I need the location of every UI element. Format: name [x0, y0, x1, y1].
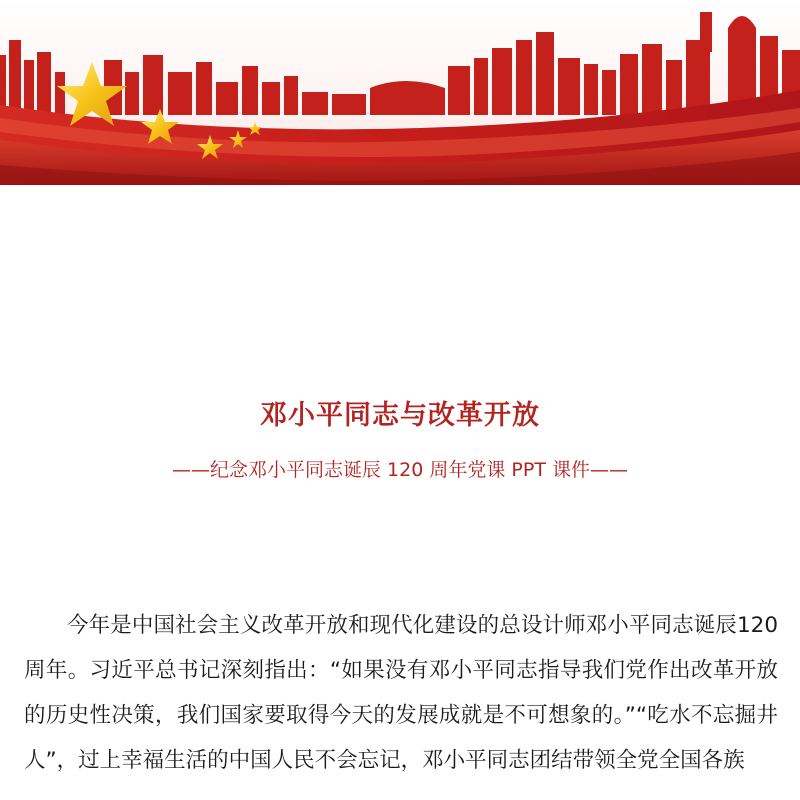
- body-paragraph: 今年是中国社会主义改革开放和现代化建设的总设计师邓小平同志诞辰120周年。习近平总书记深刻指出：“如果没有邓小平同志指导我们党作出改革开放的历史性决策，我们国家要取得今天的发展成就是不可想象的。”“吃水不忘掘井人”，过上幸福生活的中国人民不会忘记，邓小平同志团结带领全党全国各族: [24, 613, 778, 773]
- document-subtitle: ——纪念邓小平同志诞辰 120 周年党课 PPT 课件——: [172, 459, 628, 481]
- header-banner: [0, 0, 800, 185]
- skyline-banner-graphic: [0, 0, 800, 185]
- document-title: 邓小平同志与改革开放: [260, 400, 540, 431]
